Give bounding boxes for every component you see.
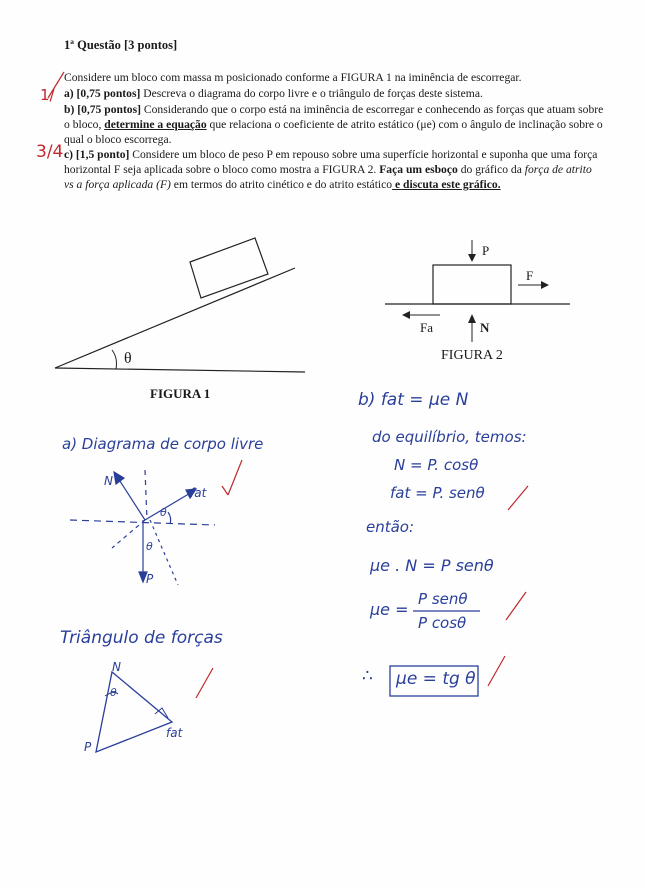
a-text: Descreva o diagrama do corpo livre e o triângulo de forças deste sistema.	[140, 87, 483, 100]
a-label: a) [0,75 pontos]	[64, 87, 141, 100]
tri-P-label: P	[84, 740, 92, 754]
red-check-b3	[488, 656, 505, 686]
fig2-Fa-label: Fa	[420, 320, 433, 335]
answer-b-line7-left: μe =	[370, 600, 409, 619]
answer-b-denominator: P cosθ	[418, 614, 467, 632]
red-check-b2	[506, 592, 526, 620]
fbd-angle-arc	[168, 512, 171, 524]
fbd-P-label: P	[146, 572, 154, 586]
fig1-angle-arc	[112, 350, 117, 369]
answer-b-line3: N = P. cosθ	[394, 456, 479, 474]
answer-b-result: μe = tg θ	[396, 669, 476, 689]
fig2-P-label: P	[482, 243, 490, 258]
score-a: 1/	[40, 86, 55, 104]
red-check-triangle	[196, 668, 213, 698]
c-emph1: Faça um esboço	[379, 163, 458, 176]
fbd-theta1-label: θ	[160, 506, 167, 519]
fig1-ground	[55, 368, 305, 372]
c-text2: do gráfico da	[457, 163, 525, 176]
answer-a-title: a) Diagrama de corpo livre	[62, 435, 264, 453]
fbd-fat-vector	[145, 492, 192, 520]
c-italic: força de atrito vs a força aplicada (F)	[64, 163, 592, 191]
answer-b-line2: do equilíbrio, temos:	[372, 428, 527, 446]
intro-text: Considere um bloco com massa m posicionado conforme a FIGURA 1 na iminência de escorregar.	[64, 71, 522, 84]
answer-b-line6: μe . N = P senθ	[370, 556, 494, 575]
fbd-theta2-label: θ	[146, 540, 153, 553]
fig1-caption: FIGURA 1	[150, 386, 211, 401]
red-slash-intro	[48, 72, 64, 98]
fbd-incline-dashed	[112, 520, 145, 548]
red-check-fbd	[228, 460, 242, 495]
fbd-normal-dashed	[150, 520, 178, 585]
c-text3: em termos do atrito cinético e do atrito estático	[170, 178, 393, 191]
tri-theta-label: θ	[110, 686, 117, 699]
c-emph2: e discuta este gráfico.	[392, 178, 501, 191]
answer-b-therefore: ∴	[362, 666, 373, 686]
b-label: b) [0,75 pontos]	[64, 103, 141, 116]
answer-b-line5: então:	[366, 518, 415, 536]
figure-2	[385, 240, 570, 342]
fig2-F-label: F	[526, 268, 534, 283]
force-triangle	[96, 672, 172, 752]
tri-N-label: N	[112, 660, 121, 674]
red-check-b1	[508, 486, 528, 510]
score-c: 3/4	[36, 142, 64, 162]
tri-fat-label: fat	[166, 726, 183, 740]
fig2-block	[433, 265, 511, 304]
answer-b-line4: fat = P. senθ	[390, 484, 485, 502]
b-text2: que relaciona o coeficiente de atrito estático (μe) com o ângulo de inclinação sobre o qual o bloco escorrega.	[64, 118, 603, 146]
c-label: c) [1,5 ponto]	[64, 148, 130, 161]
fig1-block	[190, 238, 268, 298]
triangle-title: Triângulo de forças	[60, 628, 223, 648]
triangle-outline	[96, 672, 172, 752]
b-emph: determine a equação	[104, 118, 207, 131]
figure-1	[55, 238, 305, 372]
question-title: 1ª Questão [3 pontos]	[64, 38, 178, 52]
b-text1: Considerando que o corpo está na iminência de escorregar e conhecendo as forças que atuam sobre o bloco,	[64, 103, 604, 131]
answer-b-numerator: P senθ	[418, 590, 468, 608]
fig1-incline	[55, 268, 295, 368]
answer-b-line1: b) fat = μe N	[358, 390, 469, 410]
fig2-caption: FIGURA 2	[441, 348, 503, 363]
c-text1: Considere um bloco de peso P em repouso sobre uma superfície horizontal e suponha que uma força horizontal F seja aplicada sobre o bloco como mostra a FIGURA 2.	[64, 148, 598, 176]
fig1-angle-label: θ	[124, 350, 132, 367]
fbd-vertical-axis	[145, 470, 147, 520]
fig2-N-label: N	[480, 320, 490, 335]
fbd-N-vector	[118, 478, 145, 520]
fbd-fat-label: fat	[190, 486, 207, 500]
fbd-N-label: N	[104, 474, 113, 488]
